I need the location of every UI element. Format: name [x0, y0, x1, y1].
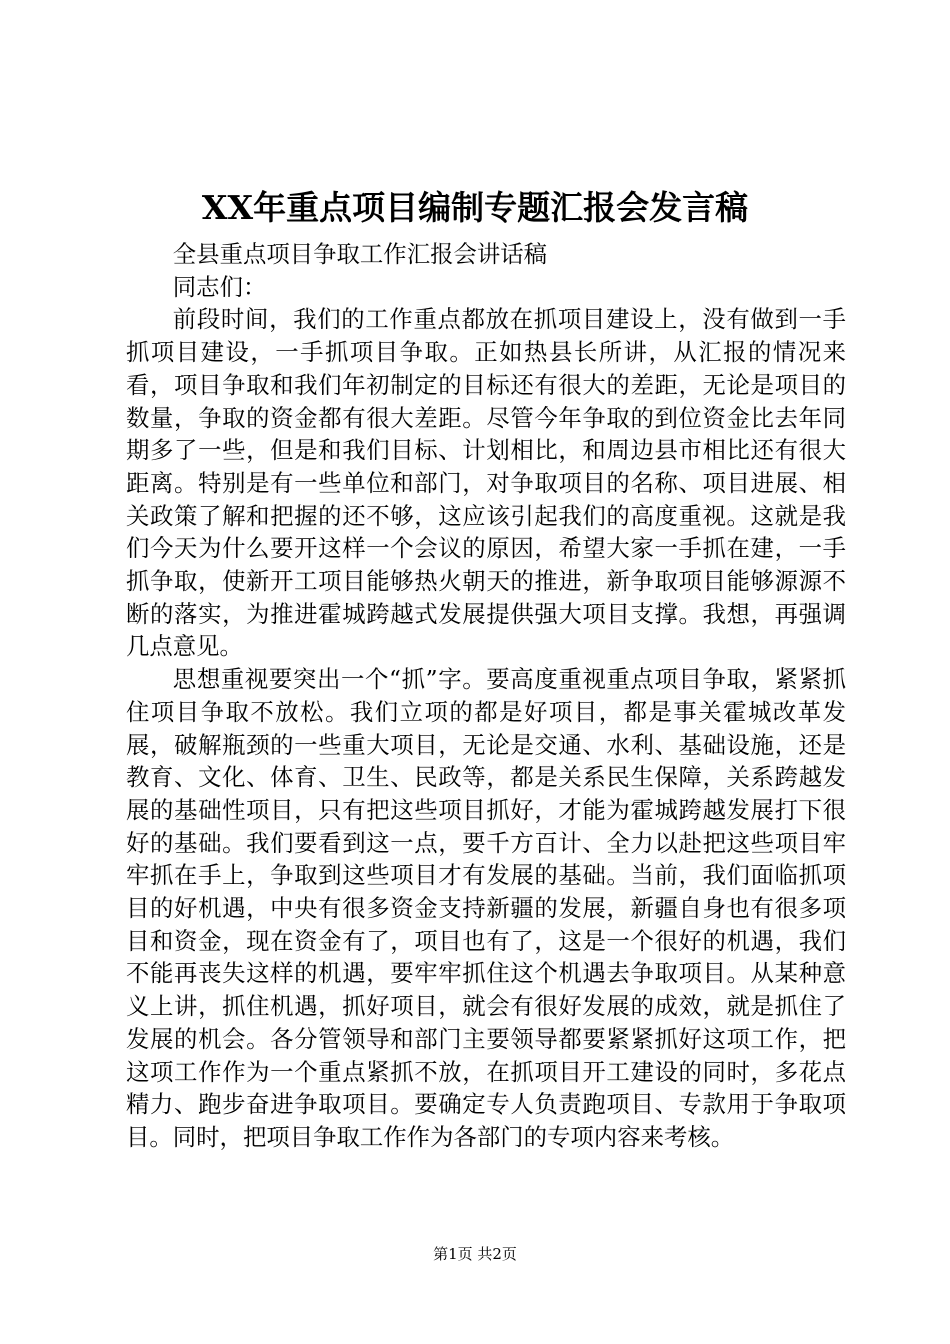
- body-paragraph-1: 前段时间，我们的工作重点都放在抓项目建设上，没有做到一手抓项目建设，一手抓项目争取。正如热县长所讲，从汇报的情况来看，项目争取和我们年初制定的目标还有很大的差距，无论是项目的数量，争取的资金都有很大差距。尽管今年争取的到位资金比去年同期多了一些，但是和我们目标、计划相比，和周边县市相比还有很大距离。特别是有一些单位和部门，对争取项目的名称、项目进展、相关政策了解和把握的还不够，这应该引起我们的高度重视。这就是我们今天为什么要开这样一个会议的原因，希望大家一手抓在建，一手抓争取，使新开工项目能够热火朝天的推进，新争取项目能够源源不断的落实，为推进霍城跨越式发展提供强大项目支撑。我想，再强调几点意见。: [126, 305, 846, 661]
- document-body: [126, 238, 846, 1154]
- document-subtitle: 全县重点项目争取工作汇报会讲话稿: [172, 240, 548, 268]
- salutation: 同志们：: [172, 272, 267, 301]
- body-paragraph-2: 思想重视要突出一个“抓”字。要高度重视重点项目争取，紧紧抓住项目争取不放松。我们立项的都是好项目，都是事关霍城改革发展，破解瓶颈的一些重大项目，无论是交通、水利、基础设施，还是教育、文化、体育、卫生、民政等，都是关系民生保障，关系跨越发展的基础性项目，只有把这些项目抓好，才能为霍城跨越发展打下很好的基础。我们要看到这一点，要千方百计、全力以赴把这些项目牢牢抓在手上，争取到这些项目才有发展的基础。当前，我们面临抓项目的好机遇，中央有很多资金支持新疆的发展，新疆自身也有很多项目和资金，现在资金有了，项目也有了，这是一个很好的机遇，我们不能再丧失这样的机遇，要牢牢抓住这个机遇去争取项目。从某种意义上讲，抓住机遇，抓好项目，就会有很好发展的成效，就是抓住了发展的机会。各分管领导和部门主要领导都要紧紧抓好这项工作，把这项工作作为一个重点紧抓不放，在抓项目开工建设的同时，多花点精力、跑步奋进争取项目。要确定专人负责跑项目、专款用于争取项目。同时，把项目争取工作作为各部门的专项内容来考核。: [126, 665, 846, 1151]
- document-title: XX年重点项目编制专题汇报会发言稿: [201, 188, 749, 227]
- page-footer: 第1页 共2页: [433, 1245, 517, 1263]
